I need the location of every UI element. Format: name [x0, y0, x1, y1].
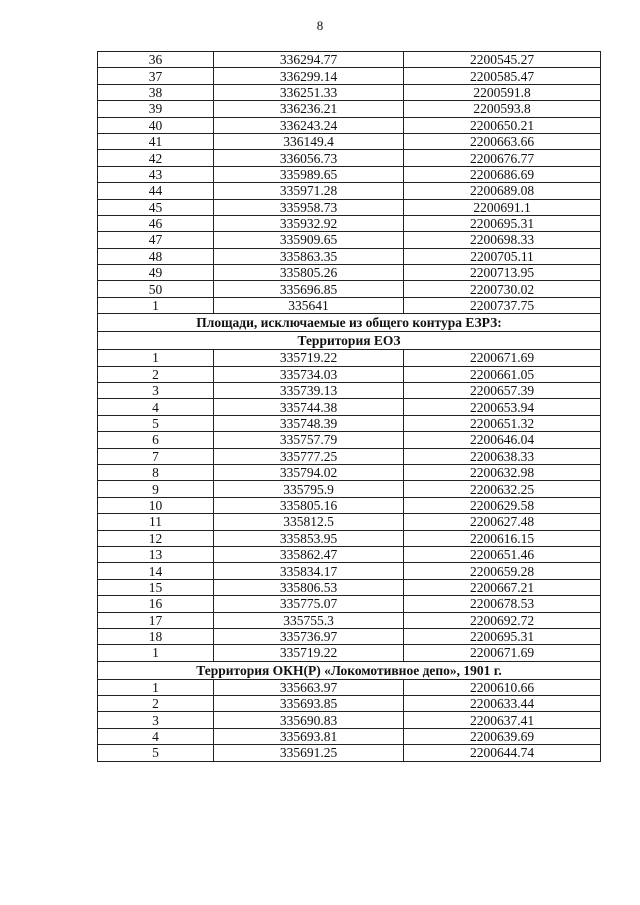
x-coordinate-cell: 335834.17 — [214, 563, 404, 579]
x-coordinate-cell: 335755.3 — [214, 612, 404, 628]
point-number-cell: 37 — [98, 68, 214, 84]
x-coordinate-cell: 335736.97 — [214, 628, 404, 644]
y-coordinate-cell: 2200663.66 — [404, 133, 601, 149]
point-number-cell: 7 — [98, 448, 214, 464]
x-coordinate-cell: 335734.03 — [214, 366, 404, 382]
point-number-cell: 3 — [98, 383, 214, 399]
y-coordinate-cell: 2200637.41 — [404, 712, 601, 728]
y-coordinate-cell: 2200657.39 — [404, 383, 601, 399]
x-coordinate-cell: 335863.35 — [214, 248, 404, 264]
point-number-cell: 9 — [98, 481, 214, 497]
table-row — [98, 133, 601, 149]
x-coordinate-cell: 336251.33 — [214, 84, 404, 100]
x-coordinate-cell: 335691.25 — [214, 745, 404, 761]
y-coordinate-cell: 2200650.21 — [404, 117, 601, 133]
point-number-cell: 5 — [98, 415, 214, 431]
point-number-cell: 44 — [98, 183, 214, 199]
table-row — [98, 679, 601, 695]
x-coordinate-cell: 335690.83 — [214, 712, 404, 728]
point-number-cell: 4 — [98, 728, 214, 744]
point-number-cell: 50 — [98, 281, 214, 297]
y-coordinate-cell: 2200629.58 — [404, 497, 601, 513]
x-coordinate-cell: 335971.28 — [214, 183, 404, 199]
table-row — [98, 745, 601, 761]
y-coordinate-cell: 2200633.44 — [404, 696, 601, 712]
y-coordinate-cell: 2200671.69 — [404, 645, 601, 661]
point-number-cell: 42 — [98, 150, 214, 166]
section-heading: Территория ЕОЗ — [98, 332, 601, 350]
table-row — [98, 52, 601, 68]
y-coordinate-cell: 2200653.94 — [404, 399, 601, 415]
y-coordinate-cell: 2200616.15 — [404, 530, 601, 546]
table-row — [98, 696, 601, 712]
point-number-cell: 48 — [98, 248, 214, 264]
table-row — [98, 563, 601, 579]
x-coordinate-cell: 335853.95 — [214, 530, 404, 546]
point-number-cell: 13 — [98, 546, 214, 562]
table-row — [98, 579, 601, 595]
point-number-cell: 8 — [98, 464, 214, 480]
section-heading-row — [98, 314, 601, 332]
y-coordinate-cell: 2200695.31 — [404, 215, 601, 231]
x-coordinate-cell: 336149.4 — [214, 133, 404, 149]
point-number-cell: 11 — [98, 514, 214, 530]
table-row — [98, 596, 601, 612]
x-coordinate-cell: 335958.73 — [214, 199, 404, 215]
table-row — [98, 432, 601, 448]
x-coordinate-cell: 335744.38 — [214, 399, 404, 415]
point-number-cell: 4 — [98, 399, 214, 415]
table-row — [98, 612, 601, 628]
table-row — [98, 101, 601, 117]
point-number-cell: 12 — [98, 530, 214, 546]
x-coordinate-cell: 335806.53 — [214, 579, 404, 595]
coordinates-table-body — [98, 52, 601, 762]
y-coordinate-cell: 2200659.28 — [404, 563, 601, 579]
y-coordinate-cell: 2200610.66 — [404, 679, 601, 695]
point-number-cell: 46 — [98, 215, 214, 231]
y-coordinate-cell: 2200639.69 — [404, 728, 601, 744]
y-coordinate-cell: 2200737.75 — [404, 297, 601, 313]
section-heading: Территория ОКН(Р) «Локомотивное депо», 1901 г. — [98, 661, 601, 679]
x-coordinate-cell: 335909.65 — [214, 232, 404, 248]
y-coordinate-cell: 2200593.8 — [404, 101, 601, 117]
point-number-cell: 1 — [98, 297, 214, 313]
section-heading-row — [98, 332, 601, 350]
y-coordinate-cell: 2200545.27 — [404, 52, 601, 68]
table-row — [98, 415, 601, 431]
x-coordinate-cell: 335719.22 — [214, 645, 404, 661]
point-number-cell: 2 — [98, 366, 214, 382]
y-coordinate-cell: 2200651.46 — [404, 546, 601, 562]
point-number-cell: 5 — [98, 745, 214, 761]
coordinates-table — [97, 51, 601, 762]
y-coordinate-cell: 2200644.74 — [404, 745, 601, 761]
y-coordinate-cell: 2200676.77 — [404, 150, 601, 166]
x-coordinate-cell: 335805.16 — [214, 497, 404, 513]
x-coordinate-cell: 336299.14 — [214, 68, 404, 84]
table-row — [98, 728, 601, 744]
y-coordinate-cell: 2200713.95 — [404, 265, 601, 281]
y-coordinate-cell: 2200698.33 — [404, 232, 601, 248]
y-coordinate-cell: 2200689.08 — [404, 183, 601, 199]
point-number-cell: 16 — [98, 596, 214, 612]
x-coordinate-cell: 335696.85 — [214, 281, 404, 297]
y-coordinate-cell: 2200627.48 — [404, 514, 601, 530]
section-heading-row — [98, 661, 601, 679]
table-row — [98, 199, 601, 215]
point-number-cell: 45 — [98, 199, 214, 215]
point-number-cell: 2 — [98, 696, 214, 712]
table-row — [98, 232, 601, 248]
point-number-cell: 43 — [98, 166, 214, 182]
section-heading: Площади, исключаемые из общего контура ЕЗРЗ: — [98, 314, 601, 332]
table-row — [98, 215, 601, 231]
table-row — [98, 84, 601, 100]
table-row — [98, 628, 601, 644]
table-row — [98, 265, 601, 281]
table-row — [98, 546, 601, 562]
y-coordinate-cell: 2200585.47 — [404, 68, 601, 84]
table-row — [98, 464, 601, 480]
table-row — [98, 281, 601, 297]
x-coordinate-cell: 336056.73 — [214, 150, 404, 166]
y-coordinate-cell: 2200661.05 — [404, 366, 601, 382]
y-coordinate-cell: 2200638.33 — [404, 448, 601, 464]
point-number-cell: 39 — [98, 101, 214, 117]
y-coordinate-cell: 2200686.69 — [404, 166, 601, 182]
y-coordinate-cell: 2200671.69 — [404, 350, 601, 366]
table-row — [98, 481, 601, 497]
point-number-cell: 49 — [98, 265, 214, 281]
y-coordinate-cell: 2200651.32 — [404, 415, 601, 431]
y-coordinate-cell: 2200667.21 — [404, 579, 601, 595]
table-row — [98, 514, 601, 530]
y-coordinate-cell: 2200632.98 — [404, 464, 601, 480]
point-number-cell: 15 — [98, 579, 214, 595]
x-coordinate-cell: 335795.9 — [214, 481, 404, 497]
table-row — [98, 383, 601, 399]
table-row — [98, 448, 601, 464]
table-row — [98, 166, 601, 182]
point-number-cell: 6 — [98, 432, 214, 448]
table-row — [98, 399, 601, 415]
x-coordinate-cell: 335748.39 — [214, 415, 404, 431]
point-number-cell: 41 — [98, 133, 214, 149]
x-coordinate-cell: 336243.24 — [214, 117, 404, 133]
x-coordinate-cell: 335862.47 — [214, 546, 404, 562]
x-coordinate-cell: 335775.07 — [214, 596, 404, 612]
table-row — [98, 350, 601, 366]
x-coordinate-cell: 335777.25 — [214, 448, 404, 464]
x-coordinate-cell: 335757.79 — [214, 432, 404, 448]
y-coordinate-cell: 2200646.04 — [404, 432, 601, 448]
point-number-cell: 17 — [98, 612, 214, 628]
point-number-cell: 14 — [98, 563, 214, 579]
x-coordinate-cell: 335693.81 — [214, 728, 404, 744]
x-coordinate-cell: 335794.02 — [214, 464, 404, 480]
point-number-cell: 1 — [98, 645, 214, 661]
x-coordinate-cell: 336236.21 — [214, 101, 404, 117]
y-coordinate-cell: 2200632.25 — [404, 481, 601, 497]
point-number-cell: 3 — [98, 712, 214, 728]
table-row — [98, 68, 601, 84]
point-number-cell: 10 — [98, 497, 214, 513]
point-number-cell: 18 — [98, 628, 214, 644]
table-row — [98, 645, 601, 661]
y-coordinate-cell: 2200692.72 — [404, 612, 601, 628]
table-row — [98, 150, 601, 166]
table-row — [98, 530, 601, 546]
page-number: 8 — [316, 18, 324, 33]
x-coordinate-cell: 335805.26 — [214, 265, 404, 281]
point-number-cell: 1 — [98, 679, 214, 695]
x-coordinate-cell: 335641 — [214, 297, 404, 313]
point-number-cell: 38 — [98, 84, 214, 100]
y-coordinate-cell: 2200730.02 — [404, 281, 601, 297]
x-coordinate-cell: 336294.77 — [214, 52, 404, 68]
y-coordinate-cell: 2200695.31 — [404, 628, 601, 644]
point-number-cell: 1 — [98, 350, 214, 366]
y-coordinate-cell: 2200591.8 — [404, 84, 601, 100]
x-coordinate-cell: 335693.85 — [214, 696, 404, 712]
y-coordinate-cell: 2200705.11 — [404, 248, 601, 264]
point-number-cell: 47 — [98, 232, 214, 248]
x-coordinate-cell: 335719.22 — [214, 350, 404, 366]
x-coordinate-cell: 335932.92 — [214, 215, 404, 231]
table-row — [98, 117, 601, 133]
x-coordinate-cell: 335989.65 — [214, 166, 404, 182]
x-coordinate-cell: 335812.5 — [214, 514, 404, 530]
table-row — [98, 712, 601, 728]
point-number-cell: 36 — [98, 52, 214, 68]
x-coordinate-cell: 335663.97 — [214, 679, 404, 695]
table-row — [98, 183, 601, 199]
point-number-cell: 40 — [98, 117, 214, 133]
table-row — [98, 497, 601, 513]
table-row — [98, 297, 601, 313]
y-coordinate-cell: 2200691.1 — [404, 199, 601, 215]
x-coordinate-cell: 335739.13 — [214, 383, 404, 399]
table-row — [98, 366, 601, 382]
y-coordinate-cell: 2200678.53 — [404, 596, 601, 612]
table-row — [98, 248, 601, 264]
